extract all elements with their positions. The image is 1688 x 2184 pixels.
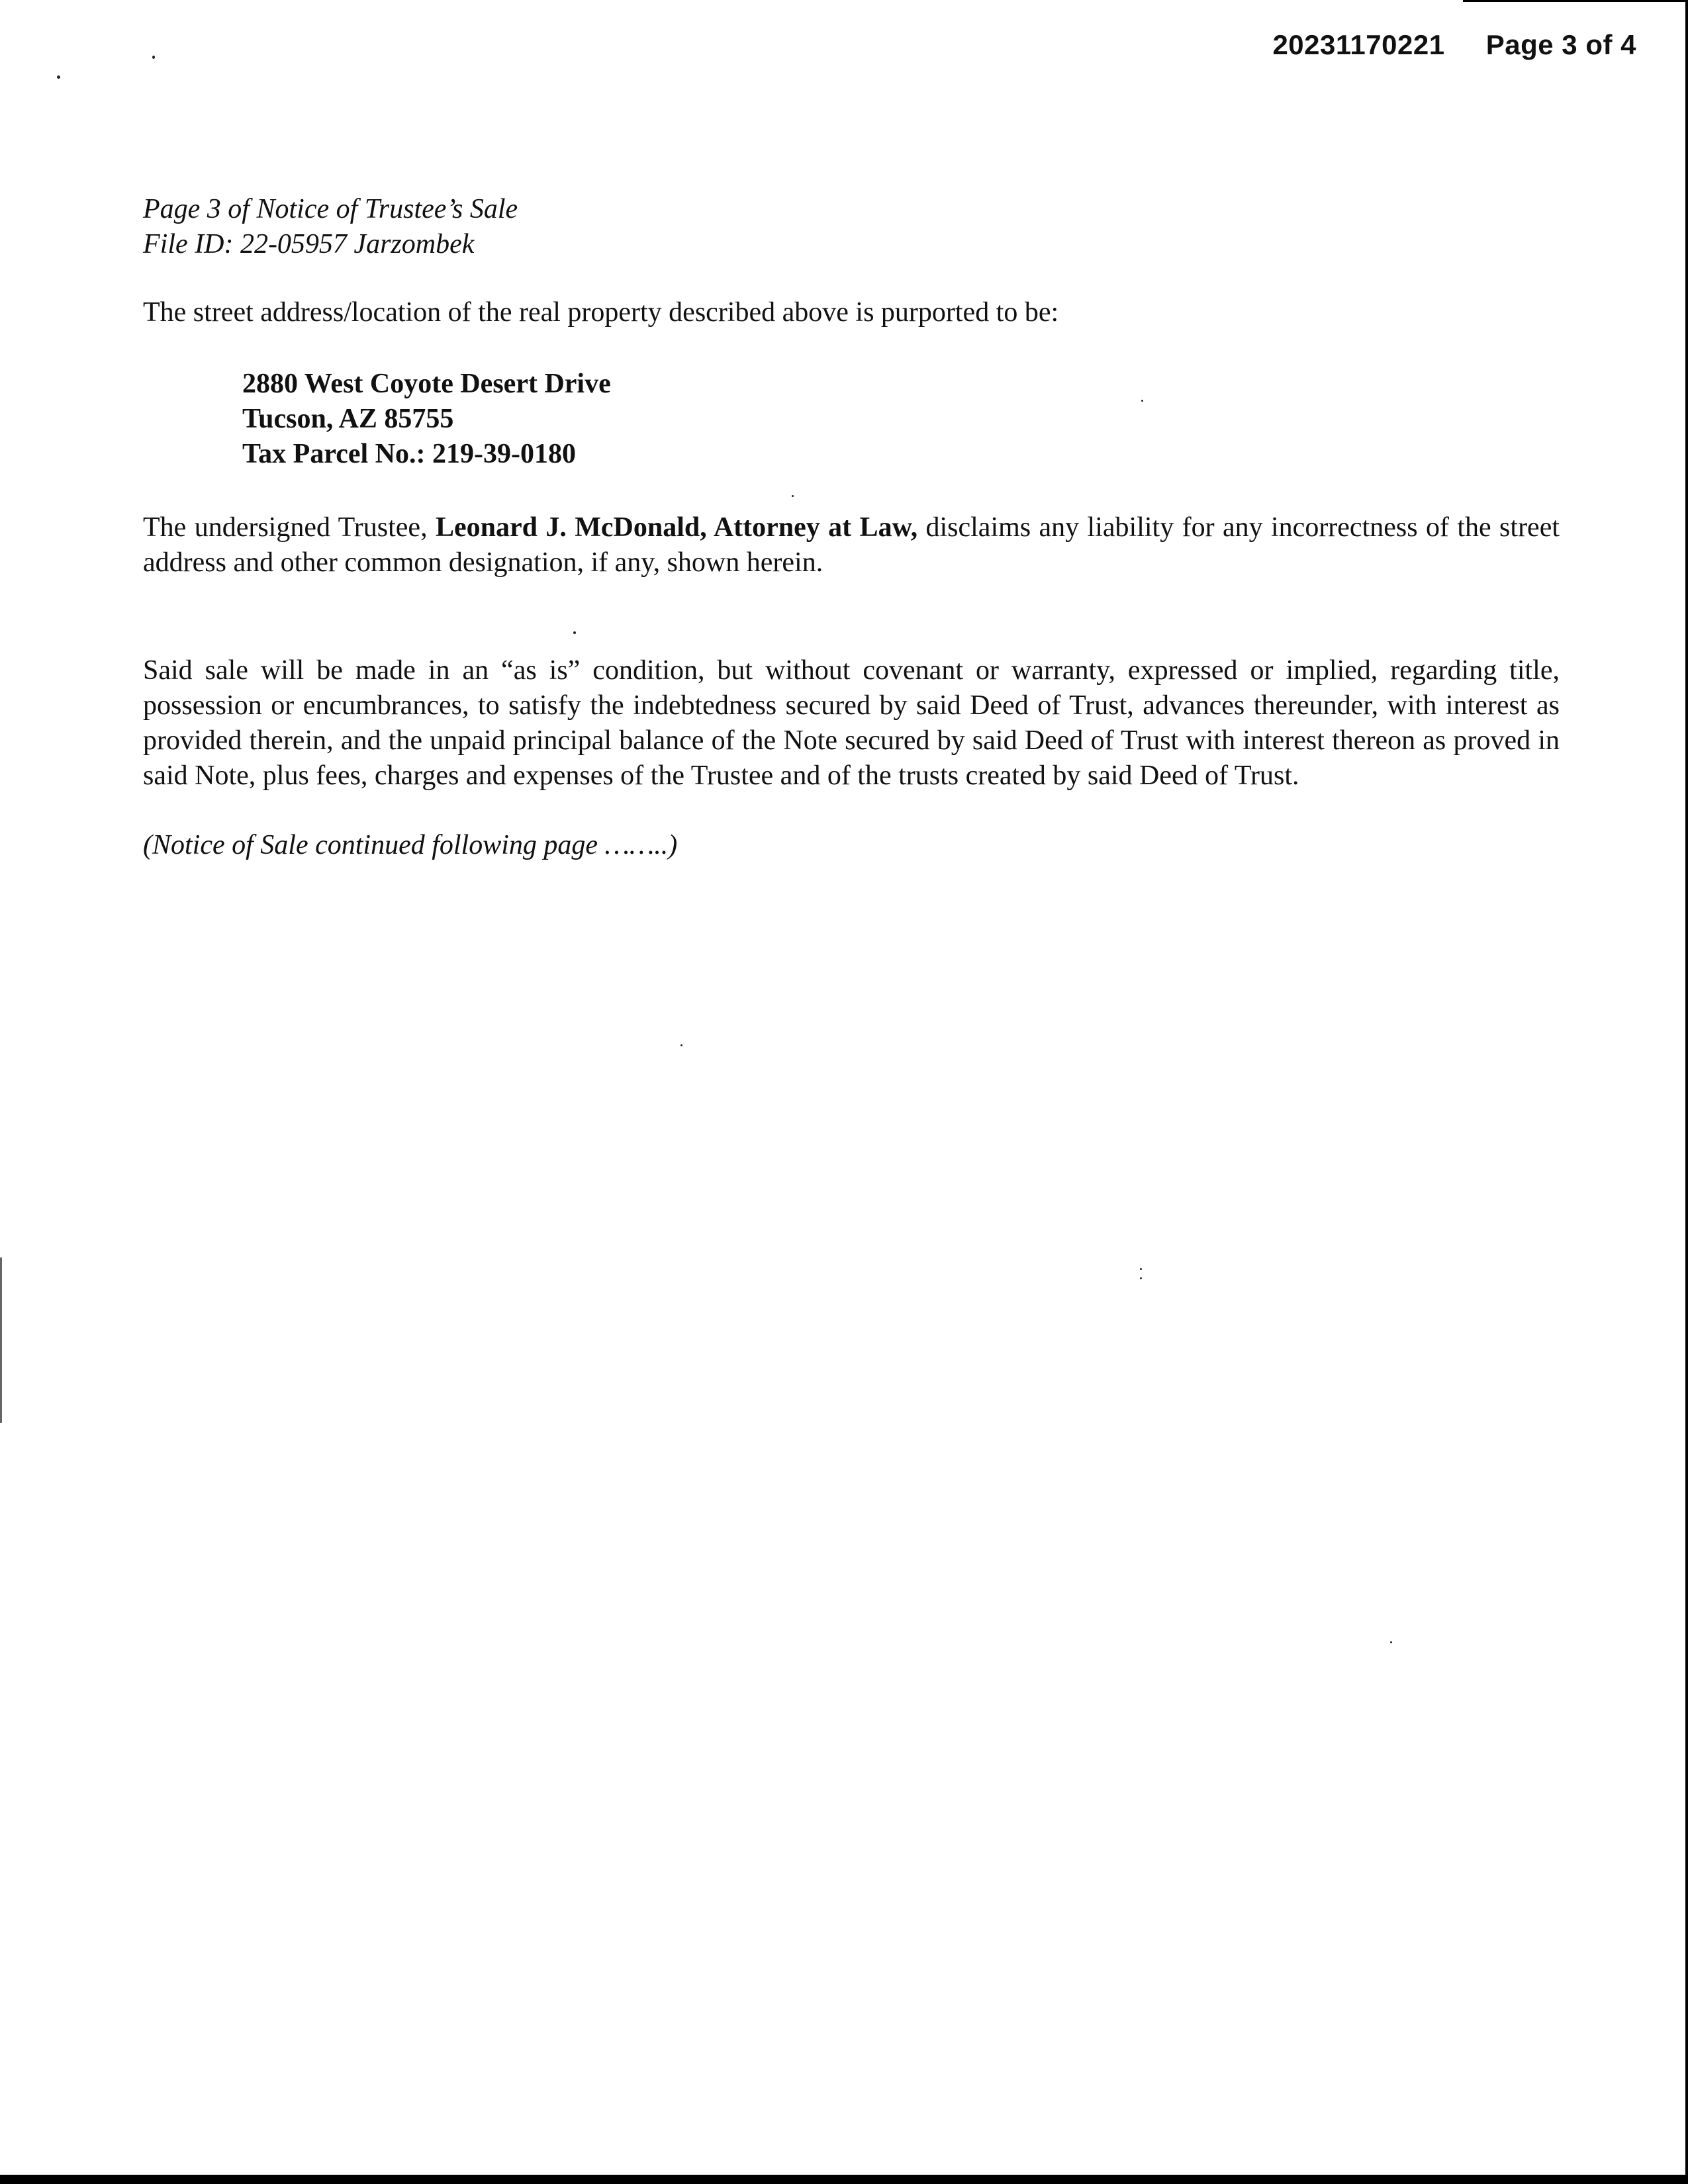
file-id: File ID: 22-05957 Jarzombek [143, 229, 475, 259]
trustee-text-before: The undersigned Trustee, [143, 512, 436, 543]
recording-number: 20231170221 [1272, 29, 1445, 60]
tax-parcel-number: Tax Parcel No.: 219-39-0180 [242, 439, 576, 469]
sale-terms-paragraph: Said sale will be made in an “as is” condition, but without covenant or warranty, expressed or implied, regarding title, possession or encumbrances, to satisfy the indebtedness secured by said Deed of Trust, advances thereunder, with interest as provided therein, and the unpaid principal balance of the Note secured by said Deed of Trust with interest thereon as proved in said Note, plus fees, charges and expenses of the Trustee and of the trusts created by said Deed of Trust. [143, 655, 1560, 791]
scan-speck [1140, 1268, 1142, 1270]
document-body [143, 192, 1560, 863]
scan-border-top [1463, 0, 1688, 2]
recording-stamp [1272, 29, 1636, 61]
page-header-title: Page 3 of Notice of Trustee’s Sale [143, 194, 518, 224]
scan-border-left [0, 1257, 2, 1423]
scan-speck [1140, 1277, 1142, 1279]
scan-speck [680, 1044, 682, 1046]
address-intro: The street address/location of the real property described above is purported to be: [143, 297, 1059, 328]
trustee-text-after: disclaims any liability for any incorrectness of the street address and other common designation, if any, shown herein. [143, 512, 1560, 578]
page-header [143, 192, 1560, 262]
address-city-state-zip: Tucson, AZ 85755 [242, 404, 454, 434]
scan-border-right [1685, 0, 1688, 2184]
page-indicator: Page 3 of 4 [1485, 29, 1636, 60]
scan-speck [152, 56, 155, 59]
continued-note: (Notice of Sale continued following page ……..) [143, 830, 678, 860]
address-street: 2880 West Coyote Desert Drive [242, 369, 611, 399]
property-address [143, 367, 1560, 472]
scan-speck [1390, 1641, 1392, 1643]
scan-border-bottom [0, 2175, 1688, 2184]
trustee-disclaimer-paragraph [143, 510, 1560, 580]
scan-speck [57, 75, 60, 79]
trustee-name: Leonard J. McDonald, Attorney at Law, [435, 512, 918, 543]
